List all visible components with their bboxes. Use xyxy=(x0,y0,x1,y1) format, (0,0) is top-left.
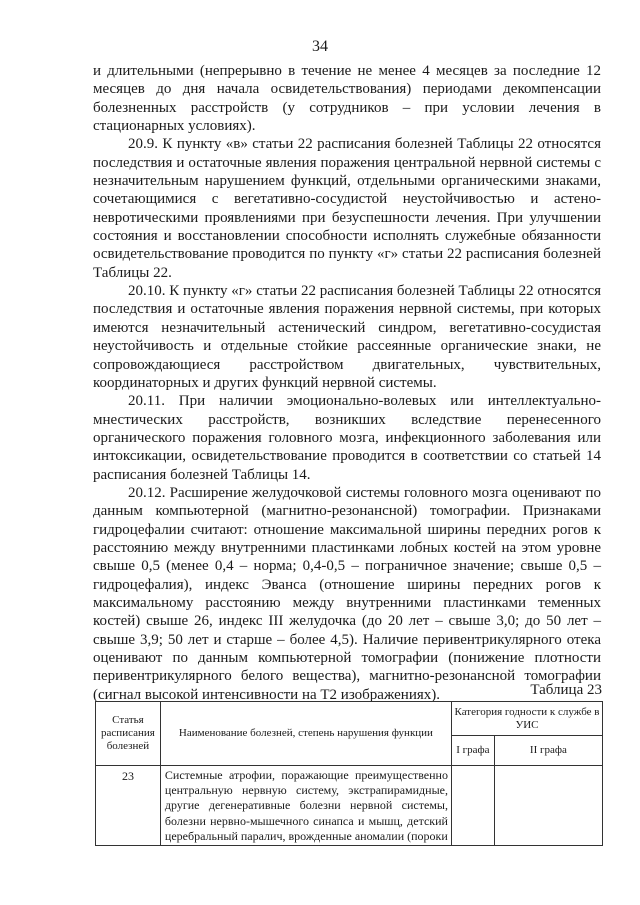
header-column-1: I графа xyxy=(451,736,494,766)
row-disease-description: Системные атрофии, поражающие преимущественно центральную нервную систему, экстрапирамидные, другие дегенеративные болезни нервной системы, болезни нервно-мышечного синапса и мышц, детский церебральный паралич, врожденные аномалии (пороки xyxy=(160,766,451,846)
header-column-2: II графа xyxy=(494,736,602,766)
page-number: 34 xyxy=(312,38,328,55)
paragraph-continuation: и длительными (непрерывно в течение не менее 4 месяцев за последние 12 месяцев до дня начала освидетельствования) периодами декомпенсации болезненных расстройств (у сотрудников – при условии лечения в стационарных условиях). xyxy=(93,63,601,135)
header-disease: Наименование болезней, степень нарушения функции xyxy=(160,702,451,766)
row-column-1-value xyxy=(451,766,494,846)
row-column-2-value xyxy=(494,766,602,846)
row-article-number: 23 xyxy=(96,766,161,846)
paragraph-20-10: 20.10. К пункту «г» статьи 22 расписания болезней Таблицы 22 относятся последствия и остаточные явления поражения нервной системы, при которых имеются незначительный астенический синдром, вегетативно-сосудистая неустойчивость и отдельные стойкие рассеянные органические знаки, не сопровождающиеся расстройством двигательных, чувствительных, координаторных и других функций нервной системы. xyxy=(93,283,601,391)
table-row xyxy=(96,766,603,846)
paragraph-20-11: 20.11. При наличии эмоционально-волевых или интеллектуально-мнестических расстройств, возникших вследствие перенесенного органического поражения головного мозга, инфекционного заболевания или интоксикации, освидетельствование проводится в соответствии со статьей 14 расписания болезней Таблицы 14. xyxy=(93,393,601,483)
paragraph-20-12: 20.12. Расширение желудочковой системы головного мозга оценивают по данным компьютерной (магнитно-резонансной) томографии. Признаками гидроцефалии считают: отношение максимальной ширины передних рогов к расстоянию между внутренними пластинками лобных костей на этом уровне свыше 0,5 (менее 0,4 – норма; 0,4-0,5 – пограничное значение; свыше 0,5 – гидроцефалия), индекс Эванса (отношение ширины передних рогов к максимальному расстоянию между внутренними пластинками теменных костей) свыше 26, индекс III желудочка (до 20 лет – свыше 3,0; до 50 лет – свыше 3,9; 50 лет и старше – более 4,5). Наличие перивентрикулярного отека оценивают по данным компьютерной томографии (понижение плотности перивентрикулярного белого вещества), магнитно-резонансной томографии (сигнал высокой интенсивности на Т2 изображениях). xyxy=(93,484,601,703)
paragraph-20-9: 20.9. К пункту «в» статьи 22 расписания болезней Таблицы 22 относятся последствия и остаточные явления поражения центральной нервной системы с незначительным нарушением функций, отдельными органическими знаками, сочетающимися с вегетативно-сосудистой неустойчивостью и астено-невротическими проявлениями при безуспешности лечения. При улучшении состояния и восстановлении способности исполнять служебные обязанности освидетельствование проводится по пункту «г» статьи 22 расписания болезней Таблицы 22. xyxy=(93,136,601,281)
table-23 xyxy=(95,701,603,846)
header-article: Статья расписания болезней xyxy=(96,702,161,766)
table-caption: Таблица 23 xyxy=(530,682,602,698)
body-text xyxy=(93,62,601,704)
header-category: Категория годности к службе в УИС xyxy=(451,702,602,736)
